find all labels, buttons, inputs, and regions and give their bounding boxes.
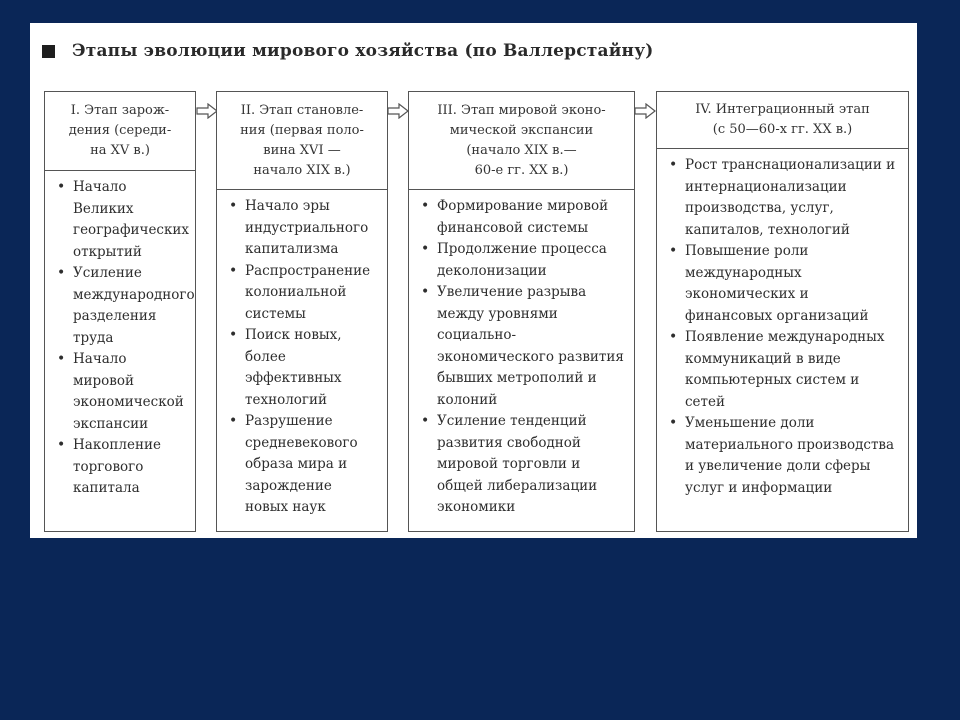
stage-2-body	[217, 190, 387, 531]
stage-1	[44, 91, 196, 532]
stage-3-item: • Увеличение разрыва между уровнями социально-экономического развития бывших метрополий и колоний	[419, 282, 624, 411]
stage-3-header-line: III. Этап мировой эконо-	[437, 102, 606, 118]
stage-4-header	[657, 92, 908, 149]
stage-1-header-line: на XV в.)	[90, 143, 150, 158]
stage-2-item: • Разрушение средневекового образа мира и зарождение новых наук	[227, 411, 373, 519]
stage-2-header-line: ния (первая поло-	[240, 122, 364, 138]
stage-3-item: • Формирование мировой финансовой системы	[419, 196, 624, 239]
stage-1-body	[45, 171, 195, 531]
stage-2-item: • Начало эры индустриального капитализма	[227, 196, 373, 261]
stage-2-header	[217, 92, 387, 190]
arrow-right-icon	[634, 103, 656, 119]
stage-2-header-line: вина XVI —	[263, 142, 341, 158]
stage-3-item: • Продолжение процесса деколонизации	[419, 239, 624, 282]
stage-2-header-line: начало XIX в.)	[253, 162, 351, 178]
stage-4-item: • Появление международных коммуникаций в виде компьютерных систем и сетей	[667, 327, 900, 413]
arrow-right-icon	[196, 103, 218, 119]
stage-2	[216, 91, 388, 532]
stage-4-item: • Уменьшение доли материального производства и увеличение доли сферы услуг и информации	[667, 413, 900, 499]
stage-3-header	[409, 92, 634, 190]
arrow-right-icon	[387, 103, 409, 119]
stage-1-item: • Начало Великих географических открытий	[55, 177, 187, 263]
title-row	[42, 41, 654, 61]
stage-3-header-line: (начало XIX в.—	[466, 142, 577, 158]
stage-4-header-line: IV. Интеграционный этап	[695, 102, 870, 117]
stage-4-item: • Рост транснационализации и интернационализации производства, услуг, капиталов, технологий	[667, 155, 900, 241]
stage-1-item: • Накопление торгового капитала	[55, 435, 187, 500]
stage-4-header-line: (с 50—60-х гг. XX в.)	[712, 122, 853, 137]
stage-2-item: • Распространение колониальной системы	[227, 261, 373, 326]
stage-1-header-line: дения (середи-	[68, 123, 172, 138]
stage-3-item: • Усиление тенденций развития свободной мировой торговли и общей либерализации экономики	[419, 411, 624, 519]
title-bullet-square	[42, 45, 55, 58]
stage-1-item: • Начало мировой экономической экспансии	[55, 349, 187, 435]
stage-4-item: • Повышение роли международных экономических и финансовых организаций	[667, 241, 900, 327]
stage-3-header-line: мической экспансии	[449, 122, 594, 138]
stage-3	[408, 91, 635, 532]
content-panel	[30, 23, 917, 538]
stage-4-body	[657, 149, 908, 531]
stage-2-header-line: II. Этап становле-	[240, 102, 364, 118]
stage-2-item: • Поиск новых, более эффективных технологий	[227, 325, 373, 411]
stage-3-body	[409, 190, 634, 531]
stage-1-item: • Усиление международного разделения труда	[55, 263, 187, 349]
stage-4	[656, 91, 909, 532]
stage-3-header-line: 60-е гг. XX в.)	[474, 162, 569, 178]
diagram-title: Этапы эволюции мирового хозяйства (по Валлерстайну)	[72, 41, 654, 61]
stage-1-header-line: I. Этап зарож-	[70, 103, 170, 118]
stage-1-header	[45, 92, 195, 171]
